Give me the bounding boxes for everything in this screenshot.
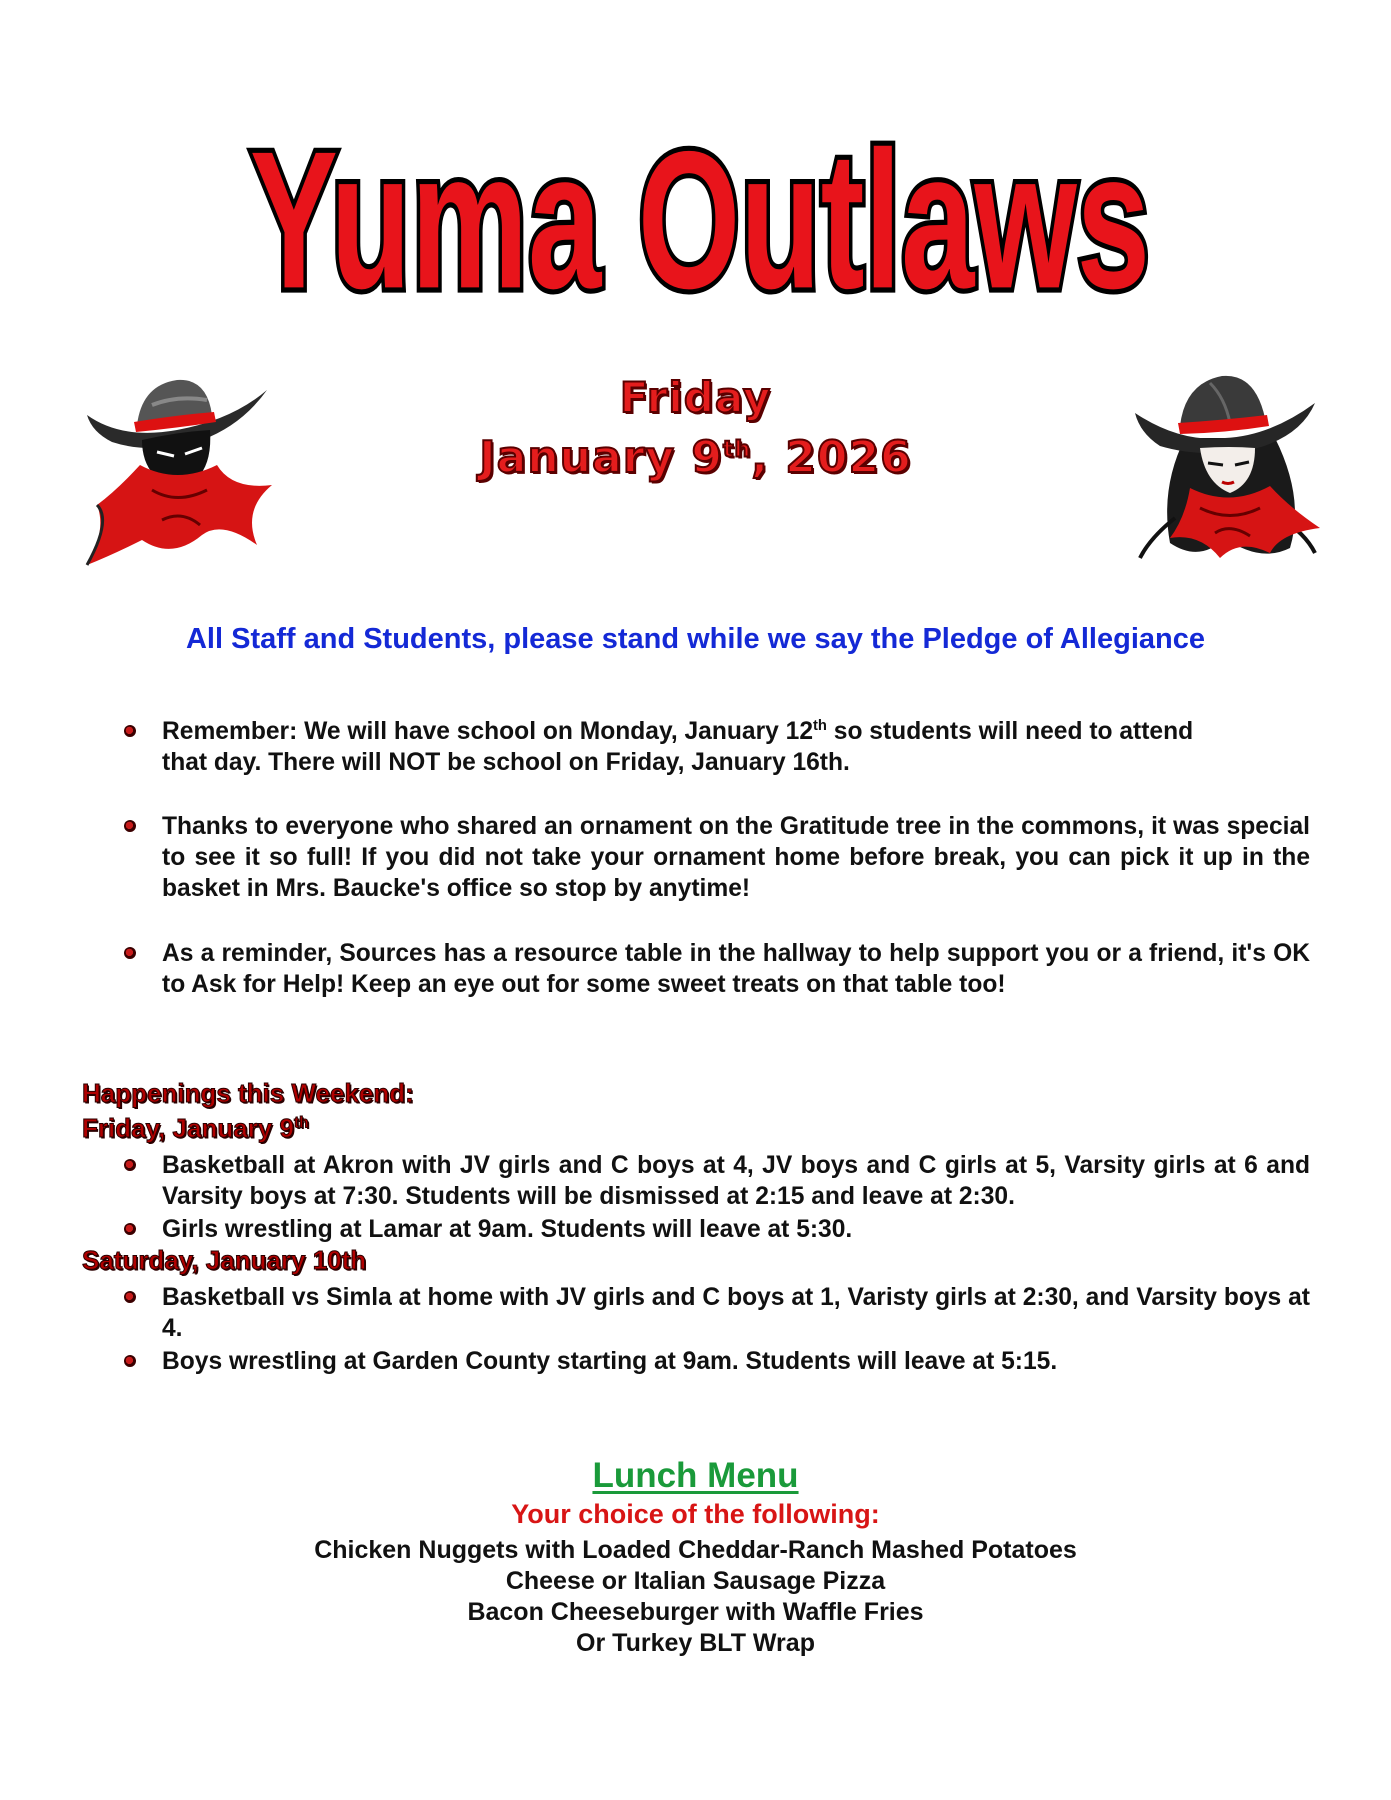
event-item xyxy=(162,1282,1310,1344)
saturday-heading: Saturday, January 10th xyxy=(82,1245,367,1275)
event-item xyxy=(162,1214,1310,1245)
pledge-notice: All Staff and Students, please stand while we say the Pledge of Allegiance xyxy=(185,623,1205,655)
bullet-icon xyxy=(124,1291,136,1303)
lunch-menu-item: Bacon Cheeseburger with Waffle Fries xyxy=(467,1598,924,1626)
event-item xyxy=(162,1150,1310,1212)
announcement-line: that day. There will NOT be school on Friday, January 16th. xyxy=(162,749,850,776)
event-text: Basketball vs Simla at home with JV girls and C boys at 1, Varisty girls at 2:30, and Varsity boys at 4. xyxy=(162,1284,1310,1342)
date-year: , 2026 xyxy=(751,432,912,483)
lunch-menu-subtitle: Your choice of the following: xyxy=(511,1499,880,1529)
friday-heading: Friday, January 9th xyxy=(82,1113,309,1143)
date-day: Friday xyxy=(619,373,772,422)
announcement-item xyxy=(162,716,1310,778)
announcement-text: As a reminder, Sources has a resource table in the hallway to help support you or a friend, it's OK to Ask for Help! Keep an eye out for some sweet treats on that table too! xyxy=(162,940,1310,998)
announcement-text: Thanks to everyone who shared an ornament on the Gratitude tree in the commons, it was special to see it so full! If you did not take your ornament home before break, you can pick it up in the basket in Mrs. Baucke's office so stop by anytime! xyxy=(162,813,1310,902)
date-full xyxy=(0,432,1391,483)
announcement-line: Remember: We will have school on Monday, January 12th so students will need to attend xyxy=(162,717,1194,745)
bullet-icon xyxy=(124,947,136,959)
event-text: Boys wrestling at Garden County starting at 9am. Students will leave at 5:15. xyxy=(162,1348,1058,1375)
date-month-day: January 9 xyxy=(479,432,724,483)
event-text: Girls wrestling at Lamar at 9am. Students will leave at 5:30. xyxy=(162,1216,853,1243)
announcement-item xyxy=(162,938,1310,1000)
lunch-menu-title: Lunch Menu xyxy=(592,1456,799,1495)
bullet-icon xyxy=(124,1355,136,1367)
lunch-menu-item: Cheese or Italian Sausage Pizza xyxy=(505,1567,886,1595)
happenings-heading: Happenings this Weekend: xyxy=(82,1078,414,1108)
date-suffix: th xyxy=(723,437,752,463)
event-item xyxy=(162,1346,1310,1377)
bullet-icon xyxy=(124,725,136,737)
lunch-menu-item: Or Turkey BLT Wrap xyxy=(576,1629,815,1657)
title-wordart xyxy=(230,100,1170,360)
bullet-icon xyxy=(124,1223,136,1235)
bullet-icon xyxy=(124,1159,136,1171)
event-text: Basketball at Akron with JV girls and C boys at 4, JV boys and C girls at 5, Varsity girls at 6 and Varsity boys at 7:30. Students will be dismissed at 2:15 and leave at 2:30. xyxy=(162,1152,1310,1210)
announcement-item xyxy=(162,811,1310,904)
page-title: Yuma Outlaws xyxy=(249,110,1150,330)
lunch-menu-item: Chicken Nuggets with Loaded Cheddar-Ranch Mashed Potatoes xyxy=(314,1536,1077,1564)
bullet-icon xyxy=(124,820,136,832)
